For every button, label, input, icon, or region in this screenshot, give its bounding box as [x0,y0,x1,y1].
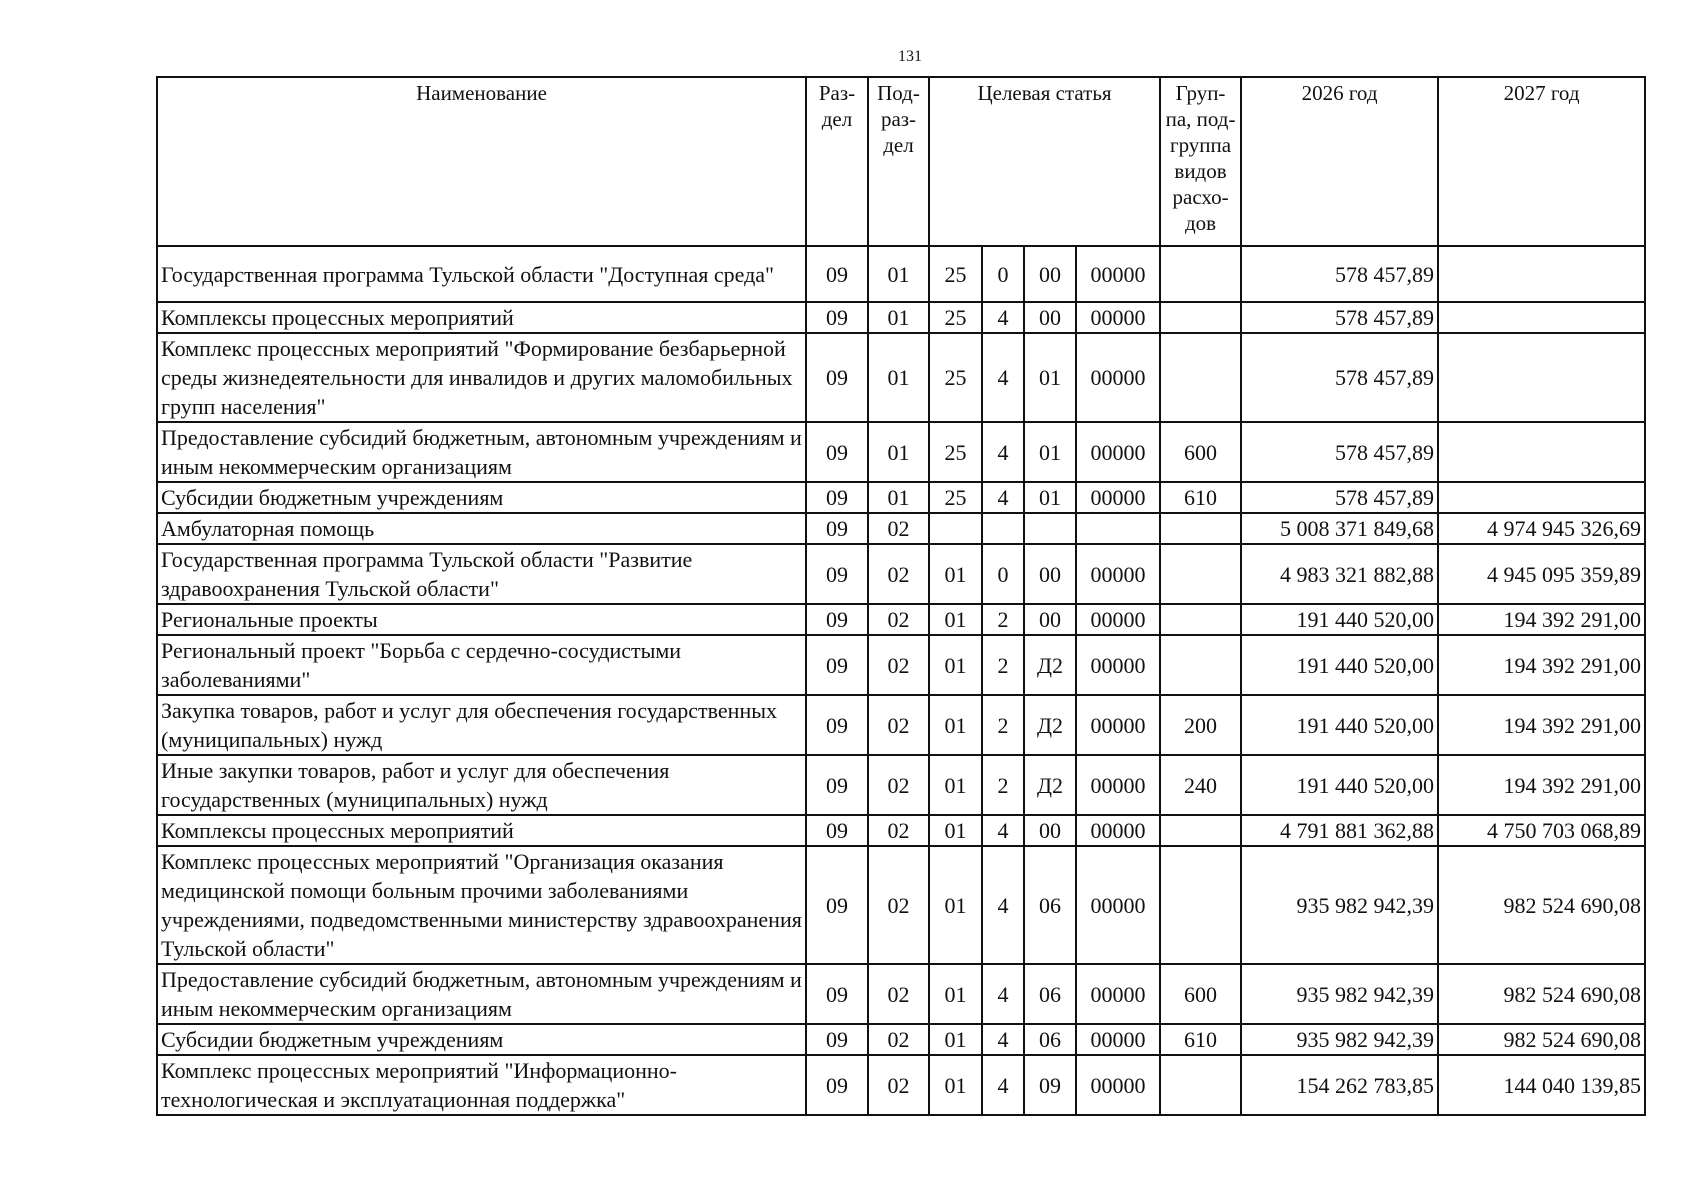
row-razdel: 09 [806,1024,868,1055]
row-podrazdel: 01 [868,333,929,422]
row-amount-2027: 982 524 690,08 [1438,1024,1645,1055]
table-row [157,1024,1645,1055]
row-podrazdel: 01 [868,482,929,513]
row-amount-2026: 935 982 942,39 [1241,964,1438,1024]
row-name: Предоставление субсидий бюджетным, автономным учреждениям и иным некоммерческим организациям [157,422,806,482]
row-cs-event: 01 [1024,422,1076,482]
table-row [157,604,1645,635]
header-podrazdel: Под- раз- дел [868,77,929,246]
row-cs-direction: 00000 [1076,755,1160,815]
row-podrazdel: 02 [868,1055,929,1115]
row-cs-program: 25 [929,333,982,422]
row-amount-2027: 982 524 690,08 [1438,964,1645,1024]
row-name: Комплексы процессных мероприятий [157,815,806,846]
header-2027: 2027 год [1438,77,1645,246]
row-cs-type: 2 [982,695,1024,755]
row-cs-direction: 00000 [1076,1055,1160,1115]
header-gruppa-vidov-rashodov: Груп- па, под- группа видов расхо- дов [1160,77,1241,246]
row-cs-event: Д2 [1024,755,1076,815]
row-cs-program: 01 [929,1024,982,1055]
row-name: Комплексы процессных мероприятий [157,302,806,333]
row-cs-type: 0 [982,544,1024,604]
table-row [157,635,1645,695]
row-amount-2026: 191 440 520,00 [1241,695,1438,755]
row-vid-rashodov [1160,302,1241,333]
row-name: Региональный проект "Борьба с сердечно-сосудистыми заболеваниями" [157,635,806,695]
row-podrazdel: 02 [868,695,929,755]
row-cs-program: 01 [929,604,982,635]
row-podrazdel: 01 [868,422,929,482]
row-razdel: 09 [806,964,868,1024]
row-vid-rashodov [1160,333,1241,422]
row-amount-2026: 578 457,89 [1241,482,1438,513]
row-podrazdel: 02 [868,815,929,846]
row-cs-type: 2 [982,635,1024,695]
row-vid-rashodov: 610 [1160,1024,1241,1055]
row-cs-event: 01 [1024,333,1076,422]
row-cs-direction: 00000 [1076,604,1160,635]
row-cs-type: 4 [982,482,1024,513]
row-name: Закупка товаров, работ и услуг для обеспечения государственных (муниципальных) нужд [157,695,806,755]
row-cs-program: 25 [929,482,982,513]
row-amount-2027: 144 040 139,85 [1438,1055,1645,1115]
row-cs-type: 0 [982,246,1024,302]
row-podrazdel: 02 [868,755,929,815]
row-razdel: 09 [806,846,868,964]
table-row [157,246,1645,302]
row-cs-direction: 00000 [1076,815,1160,846]
row-amount-2026: 578 457,89 [1241,333,1438,422]
table-row [157,695,1645,755]
row-amount-2026: 191 440 520,00 [1241,604,1438,635]
row-amount-2026: 154 262 783,85 [1241,1055,1438,1115]
row-vid-rashodov: 610 [1160,482,1241,513]
row-name: Региональные проекты [157,604,806,635]
row-cs-event: 06 [1024,846,1076,964]
row-vid-rashodov: 200 [1160,695,1241,755]
row-cs-program: 01 [929,755,982,815]
row-cs-program: 25 [929,246,982,302]
row-name: Субсидии бюджетным учреждениям [157,482,806,513]
row-amount-2027 [1438,333,1645,422]
table-row [157,513,1645,544]
row-razdel: 09 [806,815,868,846]
row-cs-direction: 00000 [1076,333,1160,422]
row-podrazdel: 02 [868,964,929,1024]
row-amount-2027: 194 392 291,00 [1438,604,1645,635]
row-name: Комплекс процессных мероприятий "Формирование безбарьерной среды жизнедеятельности для инвалидов и других маломобильных групп населения" [157,333,806,422]
row-razdel: 09 [806,302,868,333]
row-amount-2027 [1438,246,1645,302]
row-cs-direction: 00000 [1076,1024,1160,1055]
row-vid-rashodov [1160,635,1241,695]
row-amount-2026: 4 983 321 882,88 [1241,544,1438,604]
row-amount-2027: 4 974 945 326,69 [1438,513,1645,544]
row-razdel: 09 [806,333,868,422]
row-cs-type: 4 [982,302,1024,333]
row-cs-program: 01 [929,544,982,604]
row-podrazdel: 02 [868,846,929,964]
row-name: Предоставление субсидий бюджетным, автономным учреждениям и иным некоммерческим организациям [157,964,806,1024]
row-amount-2027: 194 392 291,00 [1438,755,1645,815]
row-cs-direction: 00000 [1076,544,1160,604]
row-vid-rashodov [1160,604,1241,635]
row-vid-rashodov: 600 [1160,964,1241,1024]
table-row [157,846,1645,964]
row-cs-direction: 00000 [1076,695,1160,755]
row-razdel: 09 [806,513,868,544]
row-amount-2027 [1438,422,1645,482]
row-name: Государственная программа Тульской области "Развитие здравоохранения Тульской области" [157,544,806,604]
row-vid-rashodov [1160,544,1241,604]
header-name: Наименование [157,77,806,246]
row-amount-2026: 191 440 520,00 [1241,755,1438,815]
row-cs-type: 4 [982,1055,1024,1115]
header-razdel: Раз- дел [806,77,868,246]
row-amount-2027: 4 750 703 068,89 [1438,815,1645,846]
row-cs-program: 01 [929,635,982,695]
row-cs-program: 01 [929,695,982,755]
row-cs-type: 4 [982,846,1024,964]
row-cs-event: Д2 [1024,635,1076,695]
row-name: Амбулаторная помощь [157,513,806,544]
row-cs-direction: 00000 [1076,422,1160,482]
row-razdel: 09 [806,635,868,695]
row-amount-2027: 982 524 690,08 [1438,846,1645,964]
row-razdel: 09 [806,246,868,302]
row-vid-rashodov [1160,513,1241,544]
row-cs-type: 4 [982,333,1024,422]
row-amount-2026: 578 457,89 [1241,246,1438,302]
table-row [157,755,1645,815]
row-cs-type: 2 [982,604,1024,635]
table-row [157,815,1645,846]
row-name: Комплекс процессных мероприятий "Организация оказания медицинской помощи больным прочими заболеваниями учреждениями, подведомственными министерству здравоохранения Тульской области" [157,846,806,964]
row-cs-type: 4 [982,815,1024,846]
row-cs-direction: 00000 [1076,846,1160,964]
row-amount-2026: 5 008 371 849,68 [1241,513,1438,544]
row-name: Комплекс процессных мероприятий "Информационно-технологическая и эксплуатационная поддержка" [157,1055,806,1115]
row-podrazdel: 01 [868,302,929,333]
row-cs-event: 00 [1024,604,1076,635]
row-razdel: 09 [806,755,868,815]
row-cs-event: 00 [1024,544,1076,604]
row-amount-2027 [1438,302,1645,333]
row-amount-2026: 935 982 942,39 [1241,846,1438,964]
row-amount-2026: 4 791 881 362,88 [1241,815,1438,846]
row-name: Субсидии бюджетным учреждениям [157,1024,806,1055]
table-row [157,302,1645,333]
row-amount-2027 [1438,482,1645,513]
row-amount-2026: 578 457,89 [1241,302,1438,333]
row-vid-rashodov [1160,1055,1241,1115]
row-cs-type: 4 [982,422,1024,482]
row-podrazdel: 02 [868,544,929,604]
row-razdel: 09 [806,482,868,513]
row-amount-2026: 578 457,89 [1241,422,1438,482]
row-amount-2027: 4 945 095 359,89 [1438,544,1645,604]
budget-table [156,76,1646,1116]
row-razdel: 09 [806,544,868,604]
row-razdel: 09 [806,604,868,635]
header-celevaya-statya: Целевая статья [929,77,1160,246]
row-razdel: 09 [806,422,868,482]
row-cs-event: 01 [1024,482,1076,513]
row-cs-program: 01 [929,846,982,964]
row-name: Иные закупки товаров, работ и услуг для обеспечения государственных (муниципальных) нужд [157,755,806,815]
row-podrazdel: 02 [868,1024,929,1055]
row-cs-event: 09 [1024,1055,1076,1115]
row-amount-2027: 194 392 291,00 [1438,635,1645,695]
table-row [157,422,1645,482]
row-podrazdel: 02 [868,604,929,635]
row-podrazdel: 01 [868,246,929,302]
row-amount-2026: 191 440 520,00 [1241,635,1438,695]
row-cs-event: 00 [1024,815,1076,846]
row-vid-rashodov [1160,815,1241,846]
row-cs-direction: 00000 [1076,302,1160,333]
row-cs-event: 06 [1024,1024,1076,1055]
page-number: 131 [898,48,922,65]
table-row [157,333,1645,422]
row-cs-program: 25 [929,422,982,482]
row-cs-type: 4 [982,1024,1024,1055]
row-amount-2026: 935 982 942,39 [1241,1024,1438,1055]
row-name: Государственная программа Тульской области "Доступная среда" [157,246,806,302]
table-row [157,964,1645,1024]
header-row [157,77,1645,246]
row-cs-program: 01 [929,815,982,846]
row-cs-direction [1076,513,1160,544]
row-razdel: 09 [806,1055,868,1115]
row-cs-direction: 00000 [1076,964,1160,1024]
row-cs-type: 2 [982,755,1024,815]
row-cs-program: 01 [929,964,982,1024]
row-cs-program: 25 [929,302,982,333]
row-vid-rashodov: 600 [1160,422,1241,482]
row-podrazdel: 02 [868,635,929,695]
row-cs-event: 00 [1024,246,1076,302]
table-row [157,544,1645,604]
row-vid-rashodov: 240 [1160,755,1241,815]
row-amount-2027: 194 392 291,00 [1438,695,1645,755]
row-cs-program: 01 [929,1055,982,1115]
row-cs-direction: 00000 [1076,246,1160,302]
row-podrazdel: 02 [868,513,929,544]
row-cs-direction: 00000 [1076,635,1160,695]
table-row [157,1055,1645,1115]
row-cs-event [1024,513,1076,544]
row-cs-event: 06 [1024,964,1076,1024]
row-cs-program [929,513,982,544]
header-2026: 2026 год [1241,77,1438,246]
row-cs-type: 4 [982,964,1024,1024]
row-razdel: 09 [806,695,868,755]
row-vid-rashodov [1160,846,1241,964]
row-vid-rashodov [1160,246,1241,302]
row-cs-event: 00 [1024,302,1076,333]
row-cs-direction: 00000 [1076,482,1160,513]
row-cs-event: Д2 [1024,695,1076,755]
row-cs-type [982,513,1024,544]
table-row [157,482,1645,513]
